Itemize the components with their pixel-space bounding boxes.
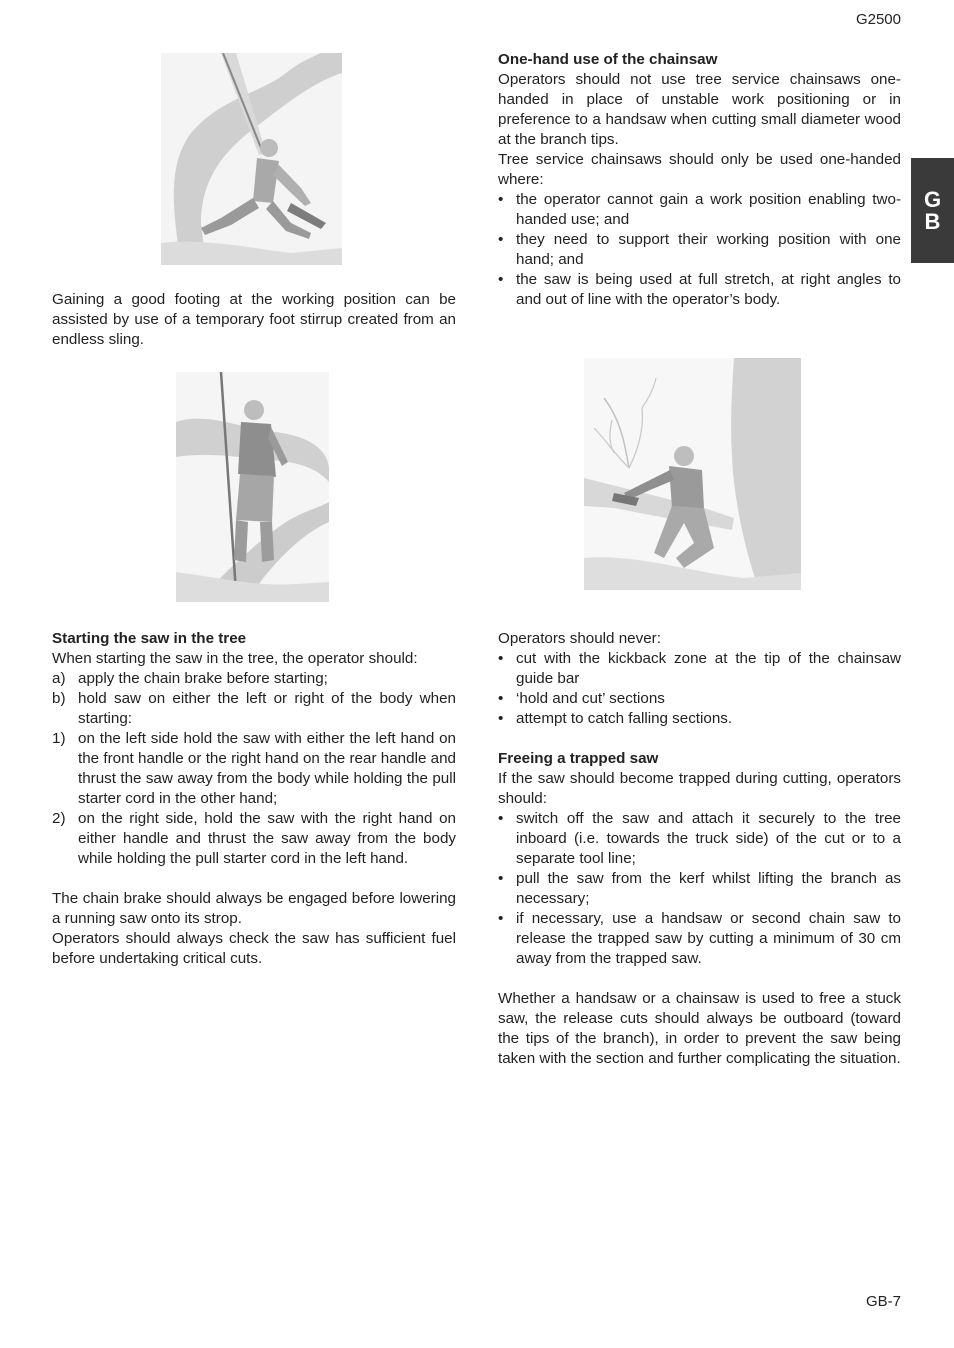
page-number: GB-7 xyxy=(865,1293,901,1310)
starting-steps xyxy=(52,669,456,869)
bullet: • xyxy=(498,870,504,887)
list-item-text: ‘hold and cut’ sections xyxy=(516,690,665,707)
bullet: • xyxy=(498,910,504,927)
list-item xyxy=(52,689,456,729)
illustration-one-hand-cut xyxy=(584,358,801,590)
freeing-closing-paragraph: Whether a handsaw or a chainsaw is used to free a stuck saw, the release cuts should always be outboard (toward the tips of the branch), in order to prevent the saw being taken with the section and further complicating the situation. xyxy=(498,990,901,1067)
list-item-text: attempt to catch falling sections. xyxy=(516,710,733,727)
list-item-text: on the right side, hold the saw with the right hand on either handle and thrust the saw away from the body while holding the pull starter cord in the left hand. xyxy=(78,810,456,867)
list-item xyxy=(498,809,901,869)
list-item-text: cut with the kickback zone at the tip of the chainsaw guide bar xyxy=(516,650,901,687)
fuel-paragraph: Operators should always check the saw has sufficient fuel before undertaking critical cuts. xyxy=(52,930,456,967)
freeing-heading: Freeing a trapped saw xyxy=(498,750,659,767)
list-item-text: apply the chain brake before starting; xyxy=(78,670,328,687)
list-item-text: switch off the saw and attach it securely to the tree inboard (i.e. towards the truck side) of the cut or to a separate tool line; xyxy=(516,810,901,867)
list-item-text: they need to support their working position with one hand; and xyxy=(516,231,901,268)
chain-brake-paragraph: The chain brake should always be engaged before lowering a running saw onto its strop. xyxy=(52,890,456,927)
onehand-para-2: Tree service chainsaws should only be used one-handed where: xyxy=(498,151,901,188)
never-intro: Operators should never: xyxy=(498,630,661,647)
list-item-text: pull the saw from the kerf whilst lifting the branch as necessary; xyxy=(516,870,901,907)
freeing-intro: If the saw should become trapped during cutting, operators should: xyxy=(498,770,901,807)
starting-heading: Starting the saw in the tree xyxy=(52,630,247,647)
stirrup-caption: Gaining a good footing at the working position can be assisted by use of a temporary foot stirrup created from an endless sling. xyxy=(52,291,456,348)
bullet: • xyxy=(498,690,504,707)
freeing-list xyxy=(498,809,901,969)
list-item xyxy=(498,869,901,909)
list-item xyxy=(498,689,901,709)
list-marker: 2) xyxy=(52,810,66,827)
model-number: G2500 xyxy=(855,11,901,28)
list-item-text: on the left side hold the saw with either the left hand on the front handle or the right hand on the rear handle and thrust the saw away from the body while holding the pull starter cord in the other hand; xyxy=(78,730,456,807)
bullet: • xyxy=(498,710,504,727)
bullet: • xyxy=(498,810,504,827)
bullet: • xyxy=(498,650,504,667)
onehand-list xyxy=(498,190,901,310)
list-item-text: the saw is being used at full stretch, at right angles to and out of line with the operator’s body. xyxy=(516,271,901,308)
list-item-text: the operator cannot gain a work position enabling two-handed use; and xyxy=(516,191,901,228)
list-item xyxy=(498,909,901,969)
list-item xyxy=(498,190,901,230)
list-marker: a) xyxy=(52,670,66,687)
list-item xyxy=(498,230,901,270)
illustration-climber-suspended xyxy=(161,53,342,265)
bullet: • xyxy=(498,271,504,288)
list-item xyxy=(52,729,456,809)
language-tab-letter-2: B xyxy=(924,208,941,234)
onehand-heading: One-hand use of the chainsaw xyxy=(498,51,718,68)
list-item xyxy=(498,649,901,689)
illustration-climber-standing xyxy=(176,372,329,602)
list-item-text: hold saw on either the left or right of the body when starting: xyxy=(78,690,456,727)
list-item xyxy=(52,669,456,689)
list-item-text: if necessary, use a handsaw or second chain saw to release the trapped saw by cutting a minimum of 30 cm away from the trapped saw. xyxy=(516,910,901,967)
language-tab xyxy=(911,158,954,263)
list-marker: b) xyxy=(52,690,66,707)
onehand-para-1: Operators should not use tree service chainsaws one-handed in place of unstable work positioning or in preference to a handsaw when cutting small diameter wood at the branch tips. xyxy=(498,71,901,148)
starting-intro: When starting the saw in the tree, the operator should: xyxy=(52,650,418,667)
language-tab-letter-1: G xyxy=(923,186,942,212)
bullet: • xyxy=(498,231,504,248)
list-item xyxy=(498,709,901,729)
never-list xyxy=(498,649,901,729)
list-marker: 1) xyxy=(52,730,66,747)
bullet: • xyxy=(498,191,504,208)
list-item xyxy=(498,270,901,310)
list-item xyxy=(52,809,456,869)
